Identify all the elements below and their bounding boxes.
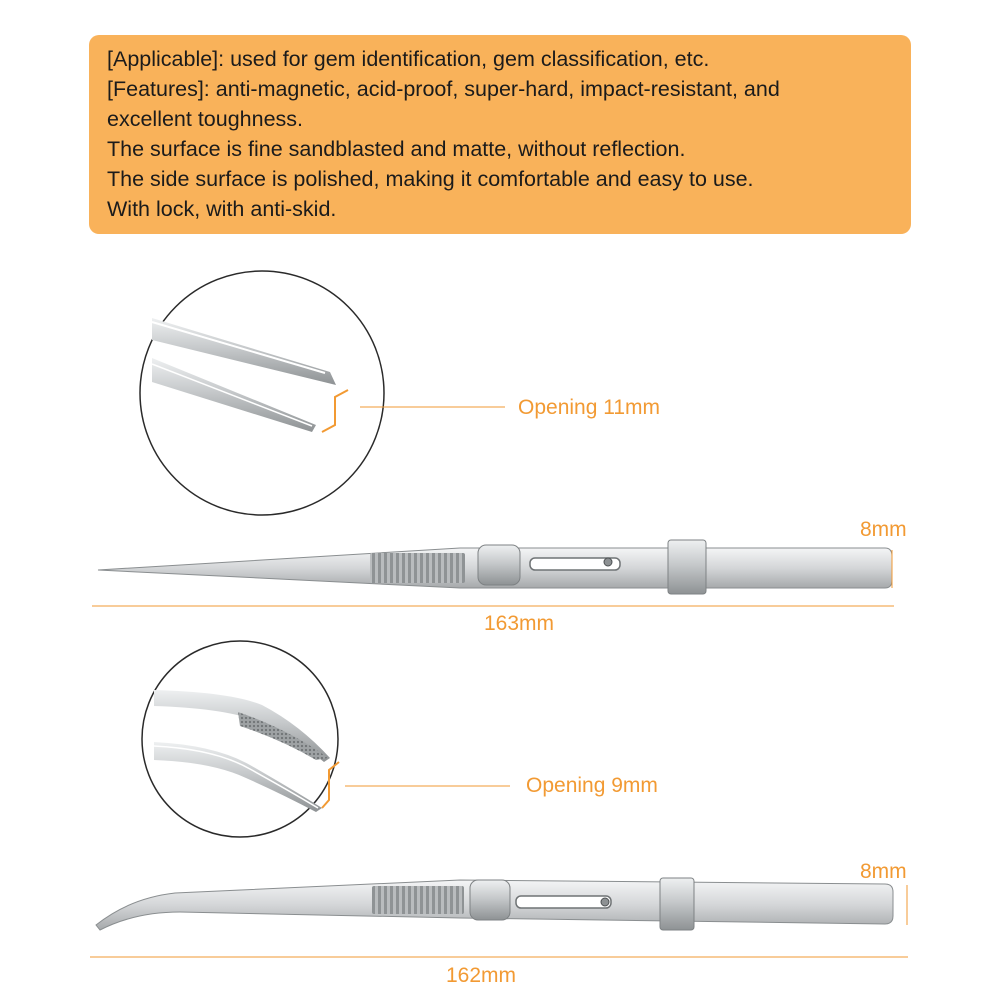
curved-width-label: 8mm: [860, 860, 907, 883]
straight-width-label: 8mm: [860, 518, 907, 541]
curved-opening-label: Opening 9mm: [526, 774, 658, 797]
straight-tweezer: [98, 540, 892, 594]
curved-length-label: 162mm: [446, 964, 517, 987]
info-lock: With lock, with anti-skid.: [107, 197, 337, 221]
info-surface: The surface is fine sandblasted and matte, without reflection.: [107, 137, 686, 161]
straight-length-label: 163mm: [484, 612, 555, 635]
info-side-surface: The side surface is polished, making it comfortable and easy to use.: [107, 167, 754, 191]
curved-tip-zoom: [142, 641, 339, 837]
info-features: [Features]: anti-magnetic, acid-proof, super-hard, impact-resistant, and: [107, 77, 780, 101]
straight-opening-label: Opening 11mm: [518, 396, 661, 419]
straight-tip-zoom: [140, 271, 384, 515]
curved-tweezer: [96, 878, 893, 930]
info-applicable: [Applicable]: used for gem identification, gem classification, etc.: [107, 47, 710, 71]
info-features-cont: excellent toughness.: [107, 107, 304, 131]
